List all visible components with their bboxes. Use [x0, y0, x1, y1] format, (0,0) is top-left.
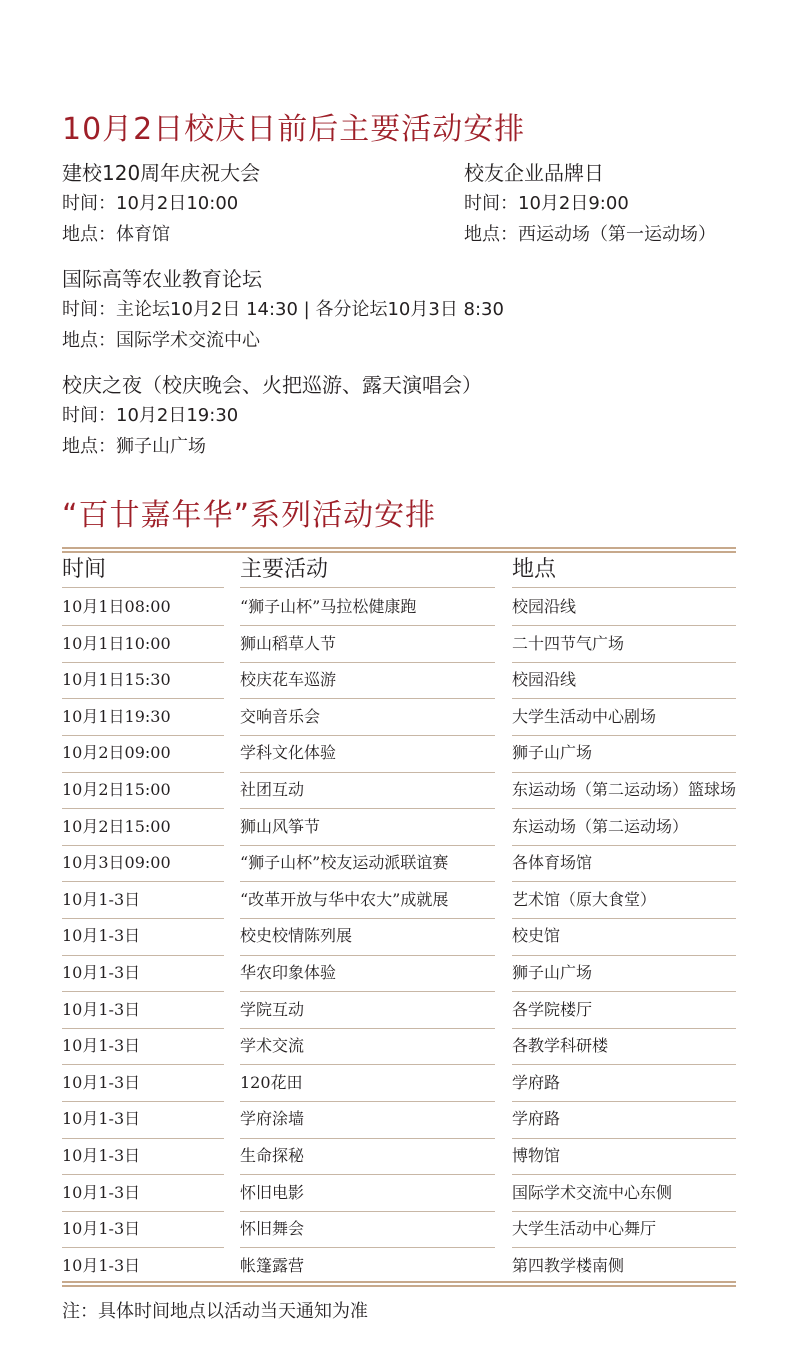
cell-location: 学府路: [512, 1109, 561, 1129]
cell-time: 10月1-3日: [62, 1255, 141, 1275]
cell-time: 10月2日15:00: [62, 816, 171, 836]
cell-activity: “改革开放与华中农大”成就展: [240, 889, 449, 909]
section-title-carnival: “百廿嘉年华”系列活动安排: [62, 498, 437, 533]
event-place: 地点：体育馆: [62, 224, 170, 245]
table-row: [0, 845, 800, 882]
table-row: [0, 1175, 800, 1212]
table-row: [0, 699, 800, 736]
event-place: 地点：国际学术交流中心: [62, 330, 260, 351]
cell-location: 校园沿线: [512, 670, 577, 690]
cell-location: 东运动场（第二运动场）: [512, 816, 689, 836]
event-name: 建校120周年庆祝大会: [62, 161, 261, 185]
cell-activity: 怀旧电影: [240, 1182, 305, 1202]
event-block: [62, 264, 504, 356]
cell-time: 10月1-3日: [62, 963, 141, 982]
cell-location: 狮子山广场: [512, 963, 593, 982]
cell-location: 第四教学楼南侧: [512, 1255, 625, 1275]
cell-activity: 交响音乐会: [240, 706, 321, 726]
cell-time: 10月3日09:00: [62, 853, 171, 873]
cell-time: 10月1-3日: [62, 1182, 141, 1202]
event-time: 时间：10月2日9:00: [464, 193, 629, 214]
cell-time: 10月1-3日: [62, 999, 141, 1019]
cell-location: 国际学术交流中心东侧: [512, 1182, 673, 1202]
table-row: [0, 772, 800, 809]
cell-location: 校史馆: [512, 926, 561, 946]
cell-activity: 怀旧舞会: [240, 1219, 305, 1239]
event-time: 时间：10月2日10:00: [62, 193, 239, 214]
header-time: 时间: [62, 557, 107, 582]
cell-time: 10月1-3日: [62, 1109, 141, 1129]
header-underline: [240, 587, 495, 588]
cell-time: 10月1-3日: [62, 1219, 141, 1239]
cell-time: 10月1-3日: [62, 926, 141, 946]
cell-activity: 狮山风筝节: [240, 816, 321, 836]
cell-activity: 学府涂墙: [240, 1109, 305, 1129]
header-underline: [512, 587, 736, 588]
event-block: [464, 158, 716, 250]
cell-location: 二十四节气广场: [512, 633, 625, 653]
cell-time: 10月1日15:30: [62, 670, 171, 690]
table-row: [0, 1065, 800, 1102]
table-row: [0, 882, 800, 919]
event-name: 国际高等农业教育论坛: [62, 267, 262, 291]
cell-activity: 帐篷露营: [240, 1255, 305, 1275]
table-row: [0, 735, 800, 772]
cell-location: 学府路: [512, 1072, 561, 1092]
event-name: 校友企业品牌日: [464, 161, 604, 185]
cell-location: 艺术馆（原大食堂）: [512, 889, 657, 909]
cell-activity: 校史校情陈列展: [240, 926, 353, 946]
cell-time: 10月2日15:00: [62, 780, 171, 799]
cell-activity: 学术交流: [240, 1036, 305, 1056]
cell-location: 东运动场（第二运动场）篮球场: [512, 780, 737, 799]
cell-location: 大学生活动中心剧场: [512, 706, 657, 726]
cell-activity: 校庆花车巡游: [240, 670, 337, 690]
header-location: 地点: [512, 557, 557, 582]
header-underline: [62, 587, 224, 588]
table-row: [0, 1028, 800, 1065]
table-row: [0, 1138, 800, 1175]
cell-activity: “狮子山杯”校友运动派联谊赛: [240, 853, 449, 873]
cell-location: 各学院楼厅: [512, 999, 593, 1019]
event-block: [62, 158, 260, 250]
cell-location: 大学生活动中心舞厅: [512, 1219, 657, 1239]
event-name: 校庆之夜（校庆晚会、火把巡游、露天演唱会）: [62, 373, 482, 397]
cell-activity: 狮山稻草人节: [240, 633, 337, 653]
event-time: 时间：10月2日19:30: [62, 405, 239, 426]
cell-location: 各教学科研楼: [512, 1036, 609, 1056]
table-top-rule: [62, 547, 736, 549]
cell-location: 博物馆: [512, 1146, 561, 1165]
header-activity: 主要活动: [240, 557, 329, 582]
cell-time: 10月1-3日: [62, 1146, 141, 1165]
table-row: [0, 918, 800, 955]
cell-time: 10月1-3日: [62, 1036, 141, 1056]
cell-activity: 120花田: [240, 1072, 303, 1092]
table-row: [0, 992, 800, 1029]
cell-time: 10月1日08:00: [62, 597, 171, 616]
table-row: [0, 1248, 800, 1285]
cell-activity: 生命探秘: [240, 1146, 305, 1165]
table-row: [0, 662, 800, 699]
cell-time: 10月2日09:00: [62, 743, 171, 763]
cell-location: 狮子山广场: [512, 743, 593, 763]
cell-location: 校园沿线: [512, 597, 577, 616]
table-bottom-rule: [62, 1281, 736, 1283]
event-place: 地点：狮子山广场: [62, 436, 206, 457]
table-row: [0, 1101, 800, 1138]
table-bottom-rule: [62, 1285, 736, 1287]
footnote: 注：具体时间地点以活动当天通知为准: [62, 1301, 368, 1322]
event-block: [62, 370, 482, 462]
table-row: [0, 955, 800, 992]
cell-location: 各体育场馆: [512, 853, 593, 873]
cell-activity: 社团互动: [240, 780, 305, 799]
section-title-main-events: 10月2日校庆日前后主要活动安排: [62, 112, 526, 147]
cell-activity: “狮子山杯”马拉松健康跑: [240, 597, 417, 616]
table-row: [0, 626, 800, 663]
cell-time: 10月1-3日: [62, 1072, 141, 1092]
cell-time: 10月1日10:00: [62, 633, 171, 653]
table-row: [0, 809, 800, 846]
cell-activity: 学院互动: [240, 999, 305, 1019]
cell-time: 10月1-3日: [62, 889, 141, 909]
cell-activity: 学科文化体验: [240, 743, 337, 763]
cell-activity: 华农印象体验: [240, 963, 337, 982]
event-time: 时间：主论坛10月2日 14:30 | 各分论坛10月3日 8:30: [62, 299, 504, 320]
cell-time: 10月1日19:30: [62, 706, 171, 726]
table-row: [0, 1211, 800, 1248]
event-place: 地点：西运动场（第一运动场）: [464, 224, 716, 245]
table-row: [0, 589, 800, 626]
